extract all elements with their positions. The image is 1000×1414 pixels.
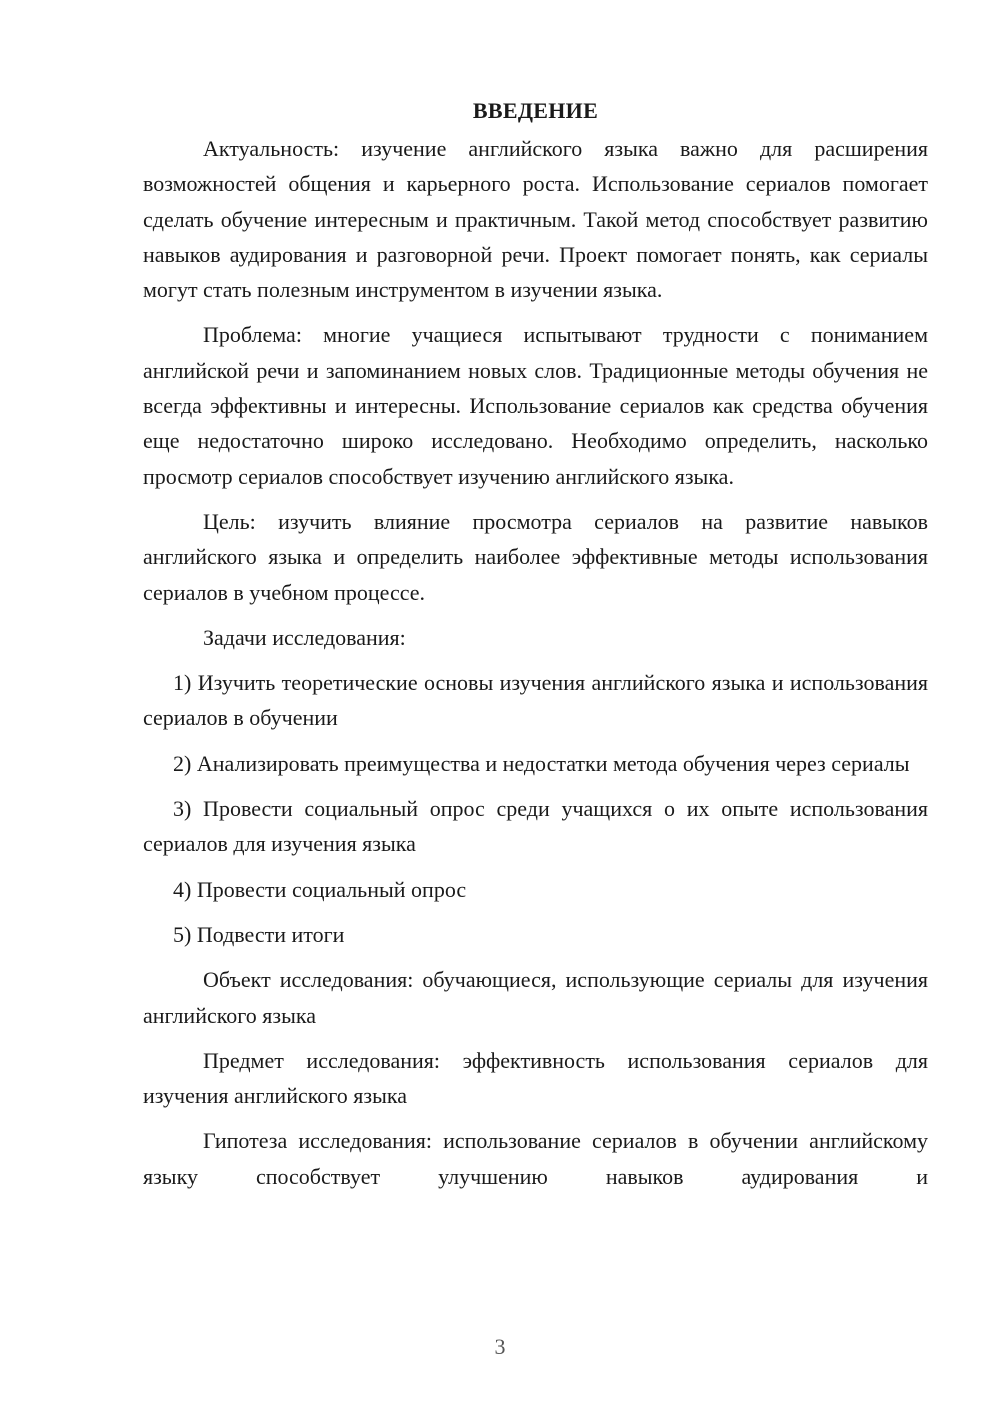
task-item-4: 4) Провести социальный опрос [173, 876, 467, 902]
hypothesis-paragraph: Гипотеза исследования: использование сериалов в обучении английскому языку способствует улучшению навыков аудирования и [143, 1128, 928, 1189]
object-paragraph: Объект исследования: обучающиеся, использующие сериалы для изучения английского языка [143, 967, 928, 1028]
relevance-paragraph: Актуальность: изучение английского языка важно для расширения возможностей общения и карьерного роста. Использование сериалов помогает сделать обучение интересным и практичным. Такой метод способствует развитию навыков аудирования и разговорной речи. Проект помогает понять, как сериалы могут стать полезным инструментом в изучении языка. [143, 136, 928, 303]
page-number: 3 [494, 1334, 506, 1359]
task-item-1: 1) Изучить теоретические основы изучения английского языка и использования сериалов в обучении [143, 670, 928, 731]
task-item-2: 2) Анализировать преимущества и недостатки метода обучения через сериалы [173, 750, 910, 776]
tasks-heading: Задачи исследования: [203, 624, 406, 650]
task-item-5: 5) Подвести итоги [173, 921, 345, 947]
task-item-3: 3) Провести социальный опрос среди учащихся о их опыте использования сериалов для изучения языка [143, 796, 928, 857]
document-page [143, 95, 928, 1194]
subject-paragraph: Предмет исследования: эффективность использования сериалов для изучения английского языка [143, 1047, 928, 1109]
problem-paragraph: Проблема: многие учащиеся испытывают трудности с пониманием английской речи и запоминанием новых слов. Традиционные методы обучения не всегда эффективны и интересны. Использование сериалов как средства обучения еще недостаточно широко исследовано. Необходимо определить, насколько просмотр сериалов способствует изучению английского языка. [143, 322, 928, 489]
section-title: ВВЕДЕНИЕ [472, 98, 599, 123]
goal-paragraph: Цель: изучить влияние просмотра сериалов на развитие навыков английского языка и определить наиболее эффективные методы использования сериалов в учебном процессе. [143, 508, 928, 605]
